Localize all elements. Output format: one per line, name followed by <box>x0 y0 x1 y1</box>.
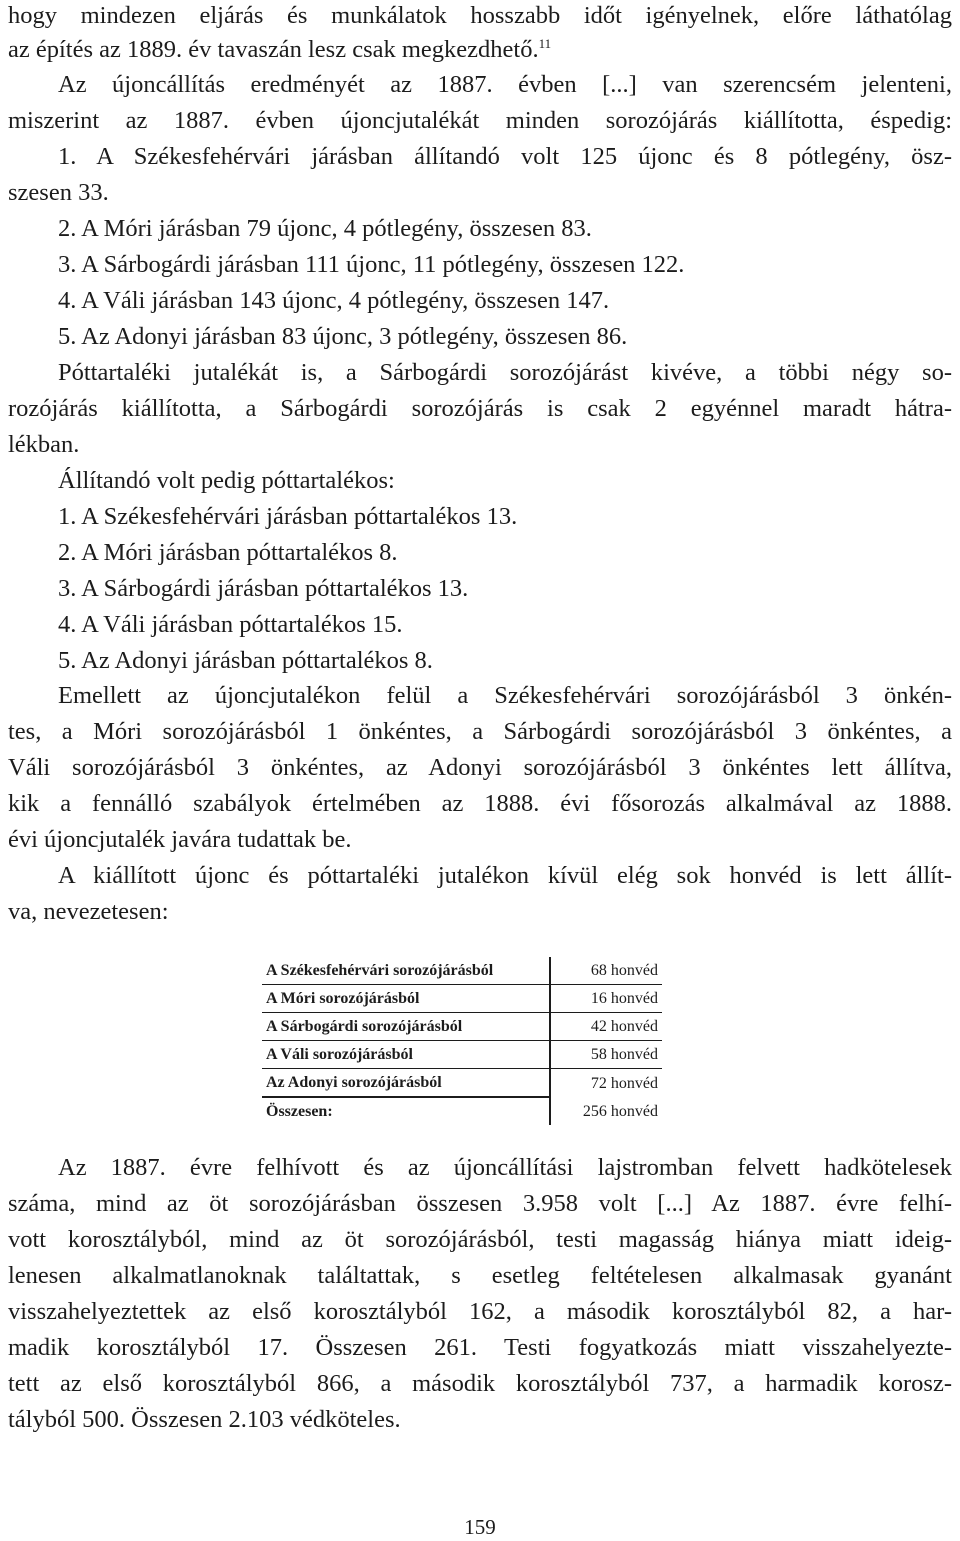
text-line: Váli sorozójárásból 3 önkéntes, az Adonyi sorozójárásból 3 önkéntes lett állítva, <box>8 754 952 781</box>
table-cell-value: 42 honvéd <box>550 1013 662 1041</box>
honved-table <box>262 957 662 1125</box>
table-cell-total-label: Összesen: <box>262 1097 550 1125</box>
list-item: 5. Az Adonyi járásban póttartalékos 8. <box>58 647 433 674</box>
text-line: Emellett az újoncjutalékon felül a Székesfehérvári sorozójárásból 3 önkén- <box>58 682 952 709</box>
text-line: miszerint az 1887. évben újoncjutalékát minden sorozójárás kiállította, éspedig: <box>8 107 952 134</box>
text-span: az építés az 1889. év tavaszán lesz csak megkezdhető. <box>8 36 539 63</box>
text-line: visszahelyeztettek az első korosztályból 162, a második korosztályból 82, a har- <box>8 1298 952 1325</box>
list-item: 3. A Sárbogárdi járásban 111 újonc, 11 pótlegény, összesen 122. <box>58 251 685 278</box>
text-line: Póttartaléki jutalékát is, a Sárbogárdi sorozójárást kivéve, a többi négy so- <box>58 359 952 386</box>
text-line: va, nevezetesen: <box>8 898 169 925</box>
text-line: szesen 33. <box>8 179 109 206</box>
page-number: 159 <box>464 1515 496 1539</box>
text-line: száma, mind az öt sorozójárásban összesen 3.958 volt [...] Az 1887. évre felhí- <box>8 1190 952 1217</box>
text-line: lékban. <box>8 431 80 458</box>
list-item: 4. A Váli járásban 143 újonc, 4 pótlegény, összesen 147. <box>58 287 610 314</box>
table-row <box>262 1069 662 1098</box>
table-row <box>262 985 662 1013</box>
list-item: 2. A Móri járásban póttartalékos 8. <box>58 539 398 566</box>
footnote-ref: 11 <box>538 36 552 51</box>
list-item: 2. A Móri járásban 79 újonc, 4 pótlegény, összesen 83. <box>58 215 592 242</box>
table-cell-district: A Székesfehérvári sorozójárásból <box>262 957 550 985</box>
text-line: madik korosztályból 17. Összesen 261. Testi fogyatkozás miatt visszahelyezte- <box>8 1334 952 1361</box>
text-line: Az újoncállítás eredményét az 1887. évben [...] van szerencsém jelenteni, <box>58 71 952 98</box>
text-line: A kiállított újonc és póttartaléki jutalékon kívül elég sok honvéd is lett állít- <box>58 862 952 889</box>
table-cell-total-value: 256 honvéd <box>582 1102 658 1120</box>
table-cell-value: 16 honvéd <box>550 985 662 1013</box>
text-line: Az 1887. évre felhívott és az újoncállítási lajstromban felvett hadkötelesek <box>58 1154 952 1181</box>
list-item: 4. A Váli járásban póttartalékos 15. <box>58 611 403 638</box>
text-line: rozójárás kiállította, a Sárbogárdi sorozójárás is csak 2 egyénnel maradt hátra- <box>8 395 952 422</box>
text-line: tett az első korosztályból 866, a második korosztályból 737, a harmadik korosz- <box>8 1370 952 1397</box>
list-item: 1. A Székesfehérvári járásban állítandó volt 125 újonc és 8 pótlegény, ösz- <box>58 143 952 170</box>
text-line: Állítandó volt pedig póttartalékos: <box>58 467 395 494</box>
table-cell-value: 72 honvéd <box>590 1074 658 1092</box>
list-item: 5. Az Adonyi járásban 83 újonc, 3 pótlegény, összesen 86. <box>58 323 628 350</box>
table-row <box>262 957 662 985</box>
table-cell-district: A Sárbogárdi sorozójárásból <box>262 1013 550 1041</box>
table-cell-district: A Móri sorozójárásból <box>262 985 550 1013</box>
table-row <box>262 1013 662 1041</box>
table-cell-district: A Váli sorozójárásból <box>262 1041 550 1069</box>
table-cell-value: 58 honvéd <box>550 1041 662 1069</box>
list-item: 1. A Székesfehérvári járásban póttartalékos 13. <box>58 503 518 530</box>
text-line: hogy mindezen eljárás és munkálatok hosszabb időt igényelnek, előre láthatólag <box>8 2 952 29</box>
list-item: 3. A Sárbogárdi járásban póttartalékos 13. <box>58 575 469 602</box>
table-total-row <box>262 1097 662 1125</box>
text-line: évi újoncjutalék javára tudattak be. <box>8 826 352 853</box>
text-line: kik a fennálló szabályok értelmében az 1888. évi fősorozás alkalmával az 1888. <box>8 790 952 817</box>
table-row <box>262 1041 662 1069</box>
text-line: tályból 500. Összesen 2.103 védköteles. <box>8 1406 401 1433</box>
table-cell-district: Az Adonyi sorozójárásból <box>262 1069 550 1098</box>
text-line <box>8 32 952 68</box>
text-line: vott korosztályból, mind az öt sorozójárásból, testi magasság hiánya miatt ideig- <box>8 1226 952 1253</box>
table-cell-value: 68 honvéd <box>550 957 662 985</box>
text-line: lenesen alkalmatlanoknak találtattak, s esetleg feltételesen alkalmasak gyanánt <box>8 1262 952 1289</box>
text-line: tes, a Móri sorozójárásból 1 önkéntes, a Sárbogárdi sorozójárásból 3 önkéntes, a <box>8 718 952 745</box>
